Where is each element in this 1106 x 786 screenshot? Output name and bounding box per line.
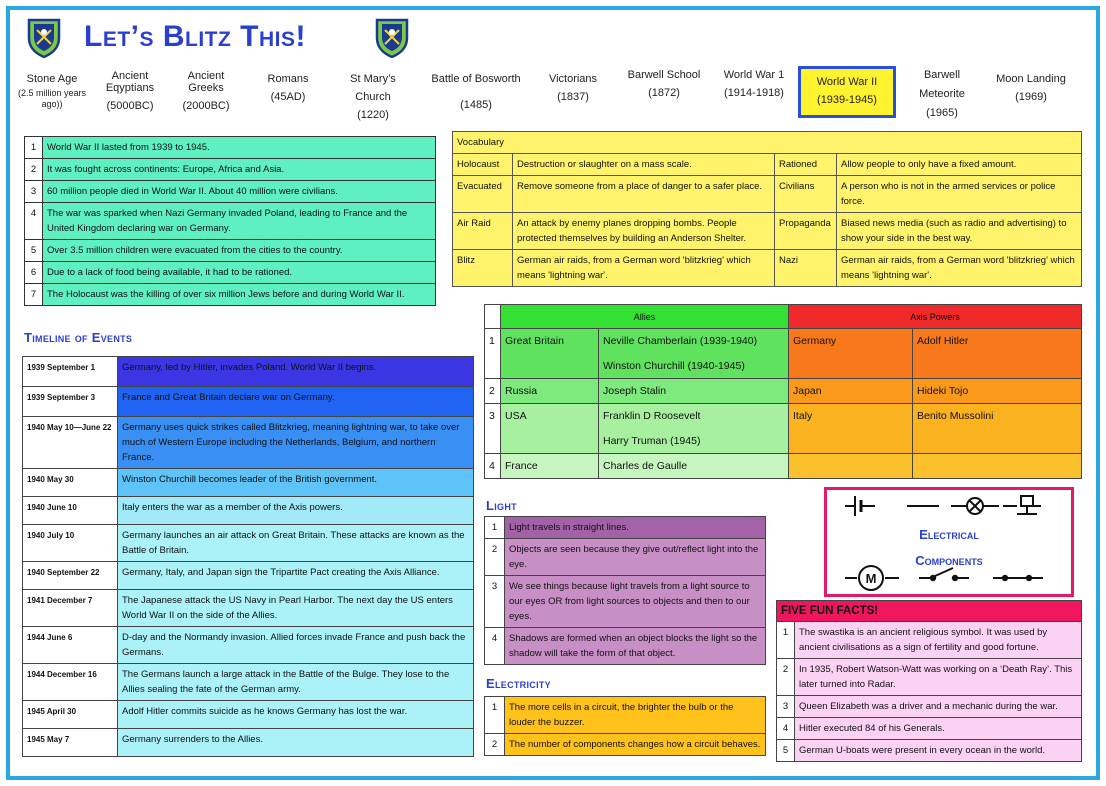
timeline-date: (1969) [1015,91,1047,103]
vocabulary-heading: Vocabulary [453,132,1082,154]
fun-fact-row [777,622,1082,659]
ally-country: Great Britain [501,329,599,379]
vocab-term: Holocaust [453,154,513,176]
light-text: Shadows are formed when an object blocks the light so the shadow will take the form of that object. [505,628,766,665]
timeline-date: (1485) [460,99,492,111]
vocab-definition: German air raids, from a German word 'blitzkrieg' which means 'lightning war'. [513,250,775,287]
components-title-line2: Components [915,553,983,568]
event-date: 1940 July 10 [23,525,118,562]
motor-label: M [865,571,877,586]
event-date: 1940 September 22 [23,562,118,590]
light-number: 2 [485,539,505,576]
event-date: 1945 May 7 [23,729,118,757]
timeline-date: (1220) [357,109,389,121]
events-table [22,356,474,757]
event-date: 1940 May 30 [23,469,118,497]
buzzer-symbol-icon [1003,496,1041,514]
event-row [23,387,474,417]
axis-leader: Adolf Hitler [913,329,1082,379]
fun-fact-text: German U-boats were present in every ocean in the world. [795,740,1082,762]
axis-leader: Hideki Tojo [913,379,1082,404]
event-row [23,590,474,627]
event-date: 1939 September 3 [23,387,118,417]
light-row [485,576,766,628]
fun-fact-text: In 1935, Robert Watson-Watt was working on a ‘Death Ray’. This later turned into Radar. [795,659,1082,696]
alliance-number: 3 [485,404,501,454]
fact-text: The war was sparked when Nazi Germany invaded Poland, leading to France and the United Kingdom declaring war on Germany. [43,203,436,240]
alliance-row [485,404,1082,454]
alliances-table [484,304,1082,479]
alliance-row [485,454,1082,479]
event-date: 1944 June 6 [23,627,118,664]
electricity-row [485,697,766,734]
ally-leaders [599,404,789,454]
light-row [485,517,766,539]
electricity-number: 2 [485,734,505,756]
vocab-row [453,213,1082,250]
vocab-term: Nazi [775,250,837,287]
event-date: 1941 December 7 [23,590,118,627]
fact-number: 6 [25,262,43,284]
timeline-item [258,70,318,106]
fact-text: World War II lasted from 1939 to 1945. [43,137,436,159]
event-text: Italy enters the war as a member of the Axis powers. [118,497,474,525]
event-text: Germany, Italy, and Japan sign the Tripartite Pact creating the Axis Alliance. [118,562,474,590]
electricity-text: The number of components changes how a circuit behaves. [505,734,766,756]
fun-fact-row [777,718,1082,740]
event-date: 1940 May 10—June 22 [23,417,118,469]
axis-country: Italy [789,404,913,454]
timeline-label: Victorians [548,73,598,85]
event-date: 1944 December 16 [23,664,118,701]
event-row [23,469,474,497]
event-row [23,525,474,562]
light-number: 1 [485,517,505,539]
alliance-number: 2 [485,379,501,404]
vocab-term: Rationed [775,154,837,176]
timeline-item [338,70,408,124]
event-text: The Japanese attack the US Navy in Pearl Harbor. The next day the US enters World War II on the side of the Allies. [118,590,474,627]
event-date: 1940 June 10 [23,497,118,525]
bulb-symbol-icon [951,498,999,514]
fact-number: 3 [25,181,43,203]
allies-heading: Allies [501,305,789,329]
fact-text: Over 3.5 million children were evacuated from the cities to the country. [43,240,436,262]
ally-leader: Joseph Stalin [603,385,667,397]
fact-text: It was fought across continents: Europe, Africa and Asia. [43,159,436,181]
event-text: France and Great Britain declare war on Germany. [118,387,474,417]
timeline-date: (1914-1918) [724,87,784,99]
fact-row [25,137,436,159]
ally-leader: Harry Truman (1945) [603,435,701,447]
switch-closed-symbol-icon [993,576,1043,580]
vocab-definition: A person who is not in the armed services or police force. [837,176,1082,213]
fun-fact-row [777,740,1082,762]
ally-leader: Franklin D Roosevelt [603,410,701,422]
event-text: Germany, led by Hitler, invades Poland. World War II begins. [118,357,474,387]
school-crest-icon [374,18,410,58]
light-text: Objects are seen because they give out/reflect light into the eye. [505,539,766,576]
timeline-date: (1837) [557,91,589,103]
event-row [23,627,474,664]
fun-fact-text: The swastika is an ancient religious symbol. It was used by ancient civilisations as a sign of fertility and good fortune. [795,622,1082,659]
event-text: The Germans launch a large attack in the Battle of the Bulge. They lose to the Allies sealing the fate of the German army. [118,664,474,701]
timeline-item [620,66,708,102]
fun-facts-table [776,600,1082,762]
timeline-label: Barwell Meteorite [919,69,965,100]
ally-leader: Neville Chamberlain (1939-1940) [603,335,758,347]
event-text: Germany surrenders to the Allies. [118,729,474,757]
event-row [23,562,474,590]
events-heading: Timeline of Events [24,330,133,345]
timeline-date: (1939-1945) [817,94,877,106]
fact-text: 60 million people died in World War II. About 40 million were civilians. [43,181,436,203]
timeline-label: Stone Age [26,73,78,85]
light-table [484,516,766,665]
ally-leaders [599,379,789,404]
fun-facts-heading: FIVE FUN FACTS! [777,601,1082,622]
electrical-components-box [824,487,1074,597]
timeline-item [96,70,164,112]
vocab-term: Blitz [453,250,513,287]
light-heading: Light [486,498,517,513]
event-row [23,729,474,757]
fact-row [25,284,436,306]
vocab-row [453,176,1082,213]
alliance-row [485,329,1082,379]
fun-fact-row [777,659,1082,696]
event-text: Germany launches an air attack on Great Britain. These attacks are known as the Battle of Britain. [118,525,474,562]
fact-row [25,181,436,203]
fun-fact-text: Hitler executed 84 of his Generals. [795,718,1082,740]
ally-country: France [501,454,599,479]
axis-country [789,454,913,479]
vocab-term: Civilians [775,176,837,213]
event-row [23,701,474,729]
timeline-label: Romans [267,73,309,85]
light-number: 4 [485,628,505,665]
fact-number: 1 [25,137,43,159]
timeline-item [904,66,980,123]
event-text: Adolf Hitler commits suicide as he knows Germany has lost the war. [118,701,474,729]
event-text: Winston Churchill becomes leader of the British government. [118,469,474,497]
fact-row [25,262,436,284]
key-facts-table [24,136,436,306]
timeline-label: St Mary’s Church [350,73,396,103]
timeline-label: World War II [816,76,878,88]
timeline-label: World War 1 [723,69,785,81]
timeline-item-current [798,66,896,118]
timeline-item [12,70,92,110]
light-row [485,539,766,576]
fact-number: 4 [25,203,43,240]
vocab-definition: German air raids, from a German word 'blitzkrieg' which means 'lightning war'. [837,250,1082,287]
timeline-label: Moon Landing [996,73,1066,85]
light-row [485,628,766,665]
components-title-line1: Electrical [919,527,979,542]
light-text: Light travels in straight lines. [505,517,766,539]
event-text: Germany uses quick strikes called Blitzkrieg, meaning lightning war, to take over much of Western Europe including the Netherlands, Belgium, and northern France. [118,417,474,469]
timeline-label: Ancient Greeks [187,70,225,94]
fact-row [25,203,436,240]
axis-leader [913,454,1082,479]
timeline-label: Ancient Eqyptians [105,70,155,94]
vocab-definition: Remove someone from a place of danger to a safer place. [513,176,775,213]
event-date: 1945 April 30 [23,701,118,729]
timeline-date: (2000BC) [182,100,230,112]
alliance-number: 4 [485,454,501,479]
axis-country: Japan [789,379,913,404]
axis-heading: Axis Powers [789,305,1082,329]
fun-fact-text: Queen Elizabeth was a driver and a mechanic during the war. [795,696,1082,718]
electricity-number: 1 [485,697,505,734]
alliance-number: 1 [485,329,501,379]
fun-fact-row [777,696,1082,718]
event-date: 1939 September 1 [23,357,118,387]
timeline-item [176,70,236,112]
light-number: 3 [485,576,505,628]
cell-symbol-icon [845,496,875,516]
alliances-corner [485,305,501,329]
fact-text: The Holocaust was the killing of over six million Jews before and during World War II. [43,284,436,306]
vocab-term: Propaganda [775,213,837,250]
event-text: D-day and the Normandy invasion. Allied forces invade France and push back the Germans. [118,627,474,664]
ally-country: USA [501,404,599,454]
fun-fact-number: 1 [777,622,795,659]
school-crest-icon [26,18,62,58]
fun-fact-number: 2 [777,659,795,696]
electricity-heading: Electricity [486,676,551,691]
electricity-table [484,696,766,756]
ally-leaders [599,454,789,479]
vocabulary-table [452,131,1082,287]
fact-number: 2 [25,159,43,181]
vocab-definition: An attack by enemy planes dropping bombs. People protected themselves by building an Anderson Shelter. [513,213,775,250]
event-row [23,417,474,469]
vocab-definition: Biased news media (such as radio and advertising) to show your side in the best way. [837,213,1082,250]
timeline-label: Battle of Bosworth [431,73,521,85]
timeline-item [716,66,792,102]
fact-number: 7 [25,284,43,306]
electricity-text: The more cells in a circuit, the brighter the bulb or the louder the buzzer. [505,697,766,734]
fact-text: Due to a lack of food being available, it had to be rationed. [43,262,436,284]
event-row [23,497,474,525]
timeline-item [538,70,608,106]
fact-row [25,159,436,181]
electricity-row [485,734,766,756]
fun-fact-number: 5 [777,740,795,762]
axis-country: Germany [789,329,913,379]
timeline-date: (5000BC) [106,100,154,112]
timeline-item [426,70,526,114]
fact-number: 5 [25,240,43,262]
timeline-date: (1965) [926,107,958,119]
vocab-definition: Allow people to only have a fixed amount. [837,154,1082,176]
light-text: We see things because light travels from a light source to our eyes OR from light sources to objects and then to our eyes. [505,576,766,628]
axis-leader: Benito Mussolini [913,404,1082,454]
vocab-row [453,154,1082,176]
ally-leaders [599,329,789,379]
fact-row [25,240,436,262]
timeline-date: (1872) [648,87,680,99]
ally-leader: Charles de Gaulle [603,460,688,472]
vocab-definition: Destruction or slaughter on a mass scale. [513,154,775,176]
timeline-label: Barwell School [627,69,701,81]
vocab-term: Air Raid [453,213,513,250]
timeline-date: (2.5 million years ago)) [17,88,87,109]
timeline-item [988,70,1074,106]
event-row [23,664,474,701]
page-title: Let’s Blitz This! [84,20,306,53]
vocab-term: Evacuated [453,176,513,213]
ally-leader: Winston Churchill (1940-1945) [603,360,745,372]
event-row [23,357,474,387]
vocab-row [453,250,1082,287]
components-title [827,522,1071,574]
fun-fact-number: 4 [777,718,795,740]
fun-fact-number: 3 [777,696,795,718]
ally-country: Russia [501,379,599,404]
alliance-row [485,379,1082,404]
timeline-date: (45AD) [270,91,306,103]
